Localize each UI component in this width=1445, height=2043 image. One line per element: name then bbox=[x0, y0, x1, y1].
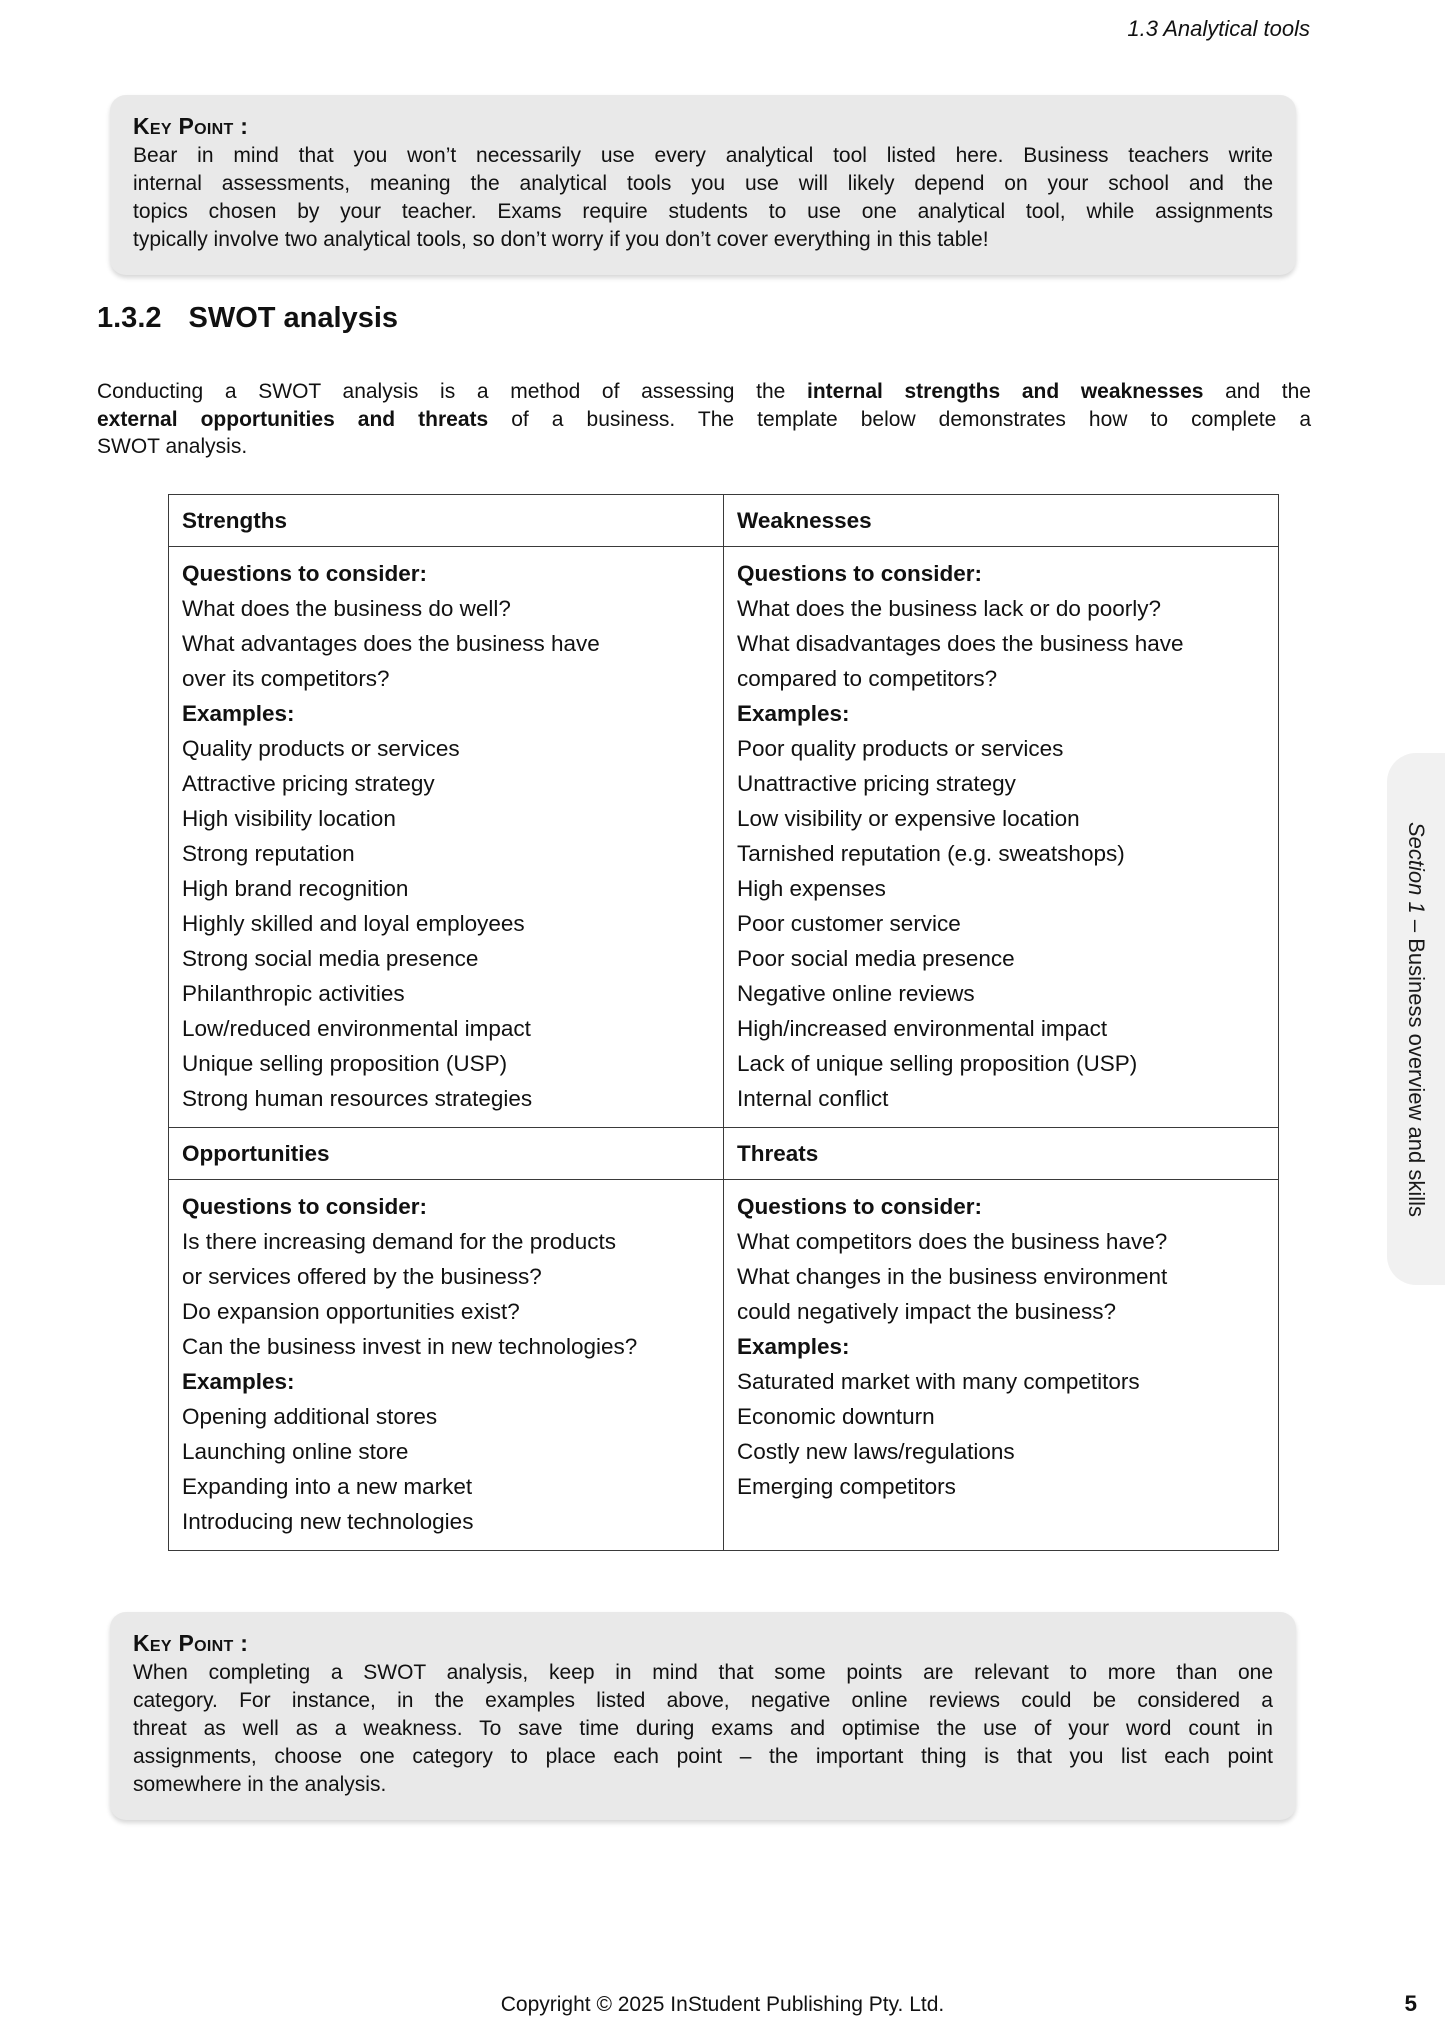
text-segment: category. For instance, in the examples listed above, negative online reviews could be considered a bbox=[133, 1689, 1273, 1712]
text-segment: Philanthropic activities bbox=[182, 981, 405, 1006]
strengths-header: Strengths bbox=[169, 495, 724, 547]
opportunities-cell bbox=[169, 1180, 724, 1551]
text-segment: Tarnished reputation (e.g. sweatshops) bbox=[737, 841, 1125, 866]
intro-paragraph bbox=[97, 378, 1311, 461]
weaknesses-line bbox=[737, 1011, 1266, 1046]
threats-header: Threats bbox=[724, 1128, 1279, 1180]
key-point-box-top bbox=[110, 95, 1296, 275]
key-point-body bbox=[133, 142, 1273, 254]
tab-separator: – bbox=[1404, 913, 1429, 938]
weaknesses-line bbox=[737, 556, 1266, 591]
text-segment: Highly skilled and loyal employees bbox=[182, 911, 525, 936]
opportunities-line bbox=[182, 1189, 711, 1224]
text-segment: Emerging competitors bbox=[737, 1474, 956, 1499]
threats-line bbox=[737, 1259, 1266, 1294]
weaknesses-line bbox=[737, 696, 1266, 731]
key-point-body bbox=[133, 1659, 1273, 1799]
text-segment: and the bbox=[1203, 380, 1311, 403]
text-segment: Poor social media presence bbox=[737, 946, 1015, 971]
text-segment: somewhere in the analysis. bbox=[133, 1773, 387, 1796]
strengths-line bbox=[182, 906, 711, 941]
text-segment: Can the business invest in new technologies? bbox=[182, 1334, 638, 1359]
footer-copyright: Copyright © 2025 InStudent Publishing Pty. Ltd. bbox=[500, 1993, 945, 2016]
strengths-line bbox=[182, 626, 711, 661]
running-header: 1.3 Analytical tools bbox=[1127, 16, 1310, 41]
strengths-line bbox=[182, 941, 711, 976]
text-segment: Strong human resources strategies bbox=[182, 1086, 533, 1111]
threats-line bbox=[737, 1469, 1266, 1504]
strengths-line bbox=[182, 766, 711, 801]
threats-line bbox=[737, 1329, 1266, 1364]
text-segment: SWOT analysis. bbox=[97, 435, 248, 458]
text-segment: When completing a SWOT analysis, keep in mind that some points are relevant to more than one bbox=[133, 1661, 1273, 1684]
strengths-line bbox=[182, 591, 711, 626]
text-segment: What advantages does the business have bbox=[182, 631, 600, 656]
text-segment: High visibility location bbox=[182, 806, 396, 831]
text-segment: internal assessments, meaning the analytical tools you use will likely depend on your school and the bbox=[133, 172, 1273, 195]
key-point-line bbox=[133, 1743, 1273, 1771]
text-segment: Bear in mind that you won’t necessarily use every analytical tool listed here. Business teachers write bbox=[133, 144, 1273, 167]
text-segment: Conducting a SWOT analysis is a method of assessing the bbox=[97, 380, 807, 403]
strengths-line bbox=[182, 731, 711, 766]
opportunities-line bbox=[182, 1504, 711, 1539]
text-segment: internal strengths and weaknesses bbox=[806, 380, 1204, 403]
weaknesses-line bbox=[737, 871, 1266, 906]
text-segment: Lack of unique selling proposition (USP) bbox=[737, 1051, 1138, 1076]
weaknesses-line bbox=[737, 591, 1266, 626]
text-segment: High brand recognition bbox=[182, 876, 409, 901]
swot-table bbox=[168, 494, 1279, 1551]
section-edge-tab bbox=[1387, 753, 1445, 1285]
text-segment: over its competitors? bbox=[182, 666, 390, 691]
weaknesses-line bbox=[737, 1046, 1266, 1081]
text-segment: What does the business lack or do poorly? bbox=[737, 596, 1161, 621]
strengths-line bbox=[182, 976, 711, 1011]
strengths-line bbox=[182, 836, 711, 871]
key-point-line bbox=[133, 142, 1273, 170]
text-segment: external opportunities and threats bbox=[97, 407, 489, 431]
text-segment: threat as well as a weakness. To save time during exams and optimise the use of your word count in bbox=[133, 1717, 1273, 1740]
section-number: 1.3.2 bbox=[97, 302, 162, 334]
opportunities-line bbox=[182, 1294, 711, 1329]
text-segment: Examples: bbox=[182, 701, 295, 726]
threats-line bbox=[737, 1294, 1266, 1329]
text-segment: High expenses bbox=[737, 876, 886, 901]
text-segment: typically involve two analytical tools, so don’t worry if you don’t cover everything in this table! bbox=[133, 228, 989, 251]
text-segment: Questions to consider: bbox=[182, 1194, 428, 1219]
threats-line bbox=[737, 1399, 1266, 1434]
weaknesses-line bbox=[737, 1081, 1266, 1116]
strengths-line bbox=[182, 661, 711, 696]
text-segment: Negative online reviews bbox=[737, 981, 975, 1006]
text-segment: Poor customer service bbox=[737, 911, 961, 936]
weaknesses-line bbox=[737, 906, 1266, 941]
section-heading bbox=[97, 302, 398, 335]
weaknesses-cell bbox=[724, 547, 1279, 1128]
weaknesses-line bbox=[737, 661, 1266, 696]
section-title: SWOT analysis bbox=[188, 302, 399, 334]
threats-cell bbox=[724, 1180, 1279, 1551]
strengths-line bbox=[182, 801, 711, 836]
strengths-cell bbox=[169, 547, 724, 1128]
text-segment: Unique selling proposition (USP) bbox=[182, 1051, 508, 1076]
strengths-line bbox=[182, 871, 711, 906]
opportunities-line bbox=[182, 1434, 711, 1469]
text-segment: Questions to consider: bbox=[737, 1194, 983, 1219]
key-point-line bbox=[133, 1771, 1273, 1799]
text-segment: Is there increasing demand for the products bbox=[182, 1229, 616, 1254]
text-segment: Questions to consider: bbox=[737, 561, 983, 586]
text-segment: Attractive pricing strategy bbox=[182, 771, 435, 796]
weaknesses-line bbox=[737, 766, 1266, 801]
text-segment: Expanding into a new market bbox=[182, 1474, 473, 1499]
text-segment: What changes in the business environment bbox=[737, 1264, 1168, 1289]
page-number: 5 bbox=[1404, 1991, 1417, 2016]
threats-line bbox=[737, 1189, 1266, 1224]
weaknesses-line bbox=[737, 941, 1266, 976]
text-segment: assignments, choose one category to place each point – the important thing is that you list each point bbox=[133, 1745, 1273, 1768]
strengths-line bbox=[182, 1081, 711, 1116]
tab-section-number: Section 1 bbox=[1404, 821, 1429, 914]
text-segment: Low visibility or expensive location bbox=[737, 806, 1080, 831]
text-segment: topics chosen by your teacher. Exams require students to use one analytical tool, while assignments bbox=[133, 200, 1273, 223]
key-point-line bbox=[133, 1659, 1273, 1687]
opportunities-line bbox=[182, 1364, 711, 1399]
text-segment: Strong reputation bbox=[182, 841, 355, 866]
text-segment: What does the business do well? bbox=[182, 596, 511, 621]
text-segment: Low/reduced environmental impact bbox=[182, 1016, 531, 1041]
threats-line bbox=[737, 1364, 1266, 1399]
text-segment: Opening additional stores bbox=[182, 1404, 438, 1429]
opportunities-header: Opportunities bbox=[169, 1128, 724, 1180]
text-segment: Poor quality products or services bbox=[737, 736, 1064, 761]
text-segment: Saturated market with many competitors bbox=[737, 1369, 1140, 1394]
weaknesses-line bbox=[737, 836, 1266, 871]
text-segment: Introducing new technologies bbox=[182, 1509, 474, 1534]
text-segment: Strong social media presence bbox=[182, 946, 479, 971]
intro-line bbox=[97, 406, 1311, 434]
text-segment: Do expansion opportunities exist? bbox=[182, 1299, 520, 1324]
text-segment: Examples: bbox=[737, 1334, 850, 1359]
strengths-line bbox=[182, 1011, 711, 1046]
swot-header-row-2 bbox=[169, 1128, 1279, 1180]
swot-content-row-2 bbox=[169, 1180, 1279, 1551]
text-segment: Costly new laws/regulations bbox=[737, 1439, 1015, 1464]
key-point-line bbox=[133, 170, 1273, 198]
text-segment: What competitors does the business have? bbox=[737, 1229, 1168, 1254]
threats-line bbox=[737, 1434, 1266, 1469]
text-segment: Internal conflict bbox=[737, 1086, 889, 1111]
text-segment: What disadvantages does the business have bbox=[737, 631, 1184, 656]
opportunities-line bbox=[182, 1469, 711, 1504]
key-point-label: Key Point : bbox=[133, 113, 249, 139]
key-point-line bbox=[133, 1715, 1273, 1743]
tab-section-title: Business overview and skills bbox=[1404, 937, 1429, 1217]
text-segment: Economic downturn bbox=[737, 1404, 935, 1429]
intro-line bbox=[97, 433, 1311, 461]
threats-line bbox=[737, 1224, 1266, 1259]
opportunities-line bbox=[182, 1259, 711, 1294]
key-point-line bbox=[133, 198, 1273, 226]
intro-line bbox=[97, 378, 1311, 406]
weaknesses-header: Weaknesses bbox=[724, 495, 1279, 547]
key-point-line bbox=[133, 226, 1273, 254]
text-segment: of a business. The template below demonstrates how to complete a bbox=[488, 407, 1312, 431]
swot-content-row-1 bbox=[169, 547, 1279, 1128]
text-segment: Examples: bbox=[182, 1369, 295, 1394]
text-segment: Launching online store bbox=[182, 1439, 409, 1464]
text-segment: compared to competitors? bbox=[737, 666, 998, 691]
text-segment: could negatively impact the business? bbox=[737, 1299, 1116, 1324]
text-segment: Unattractive pricing strategy bbox=[737, 771, 1016, 796]
text-segment: or services offered by the business? bbox=[182, 1264, 542, 1289]
strengths-line bbox=[182, 556, 711, 591]
text-segment: Quality products or services bbox=[182, 736, 460, 761]
opportunities-line bbox=[182, 1399, 711, 1434]
text-segment: Examples: bbox=[737, 701, 850, 726]
swot-header-row-1 bbox=[169, 495, 1279, 547]
strengths-line bbox=[182, 696, 711, 731]
text-segment: High/increased environmental impact bbox=[737, 1016, 1108, 1041]
strengths-line bbox=[182, 1046, 711, 1081]
weaknesses-line bbox=[737, 976, 1266, 1011]
text-segment: Questions to consider: bbox=[182, 561, 428, 586]
opportunities-line bbox=[182, 1329, 711, 1364]
key-point-line bbox=[133, 1687, 1273, 1715]
weaknesses-line bbox=[737, 731, 1266, 766]
weaknesses-line bbox=[737, 801, 1266, 836]
section-edge-tab-label bbox=[1403, 822, 1429, 1217]
opportunities-line bbox=[182, 1224, 711, 1259]
weaknesses-line bbox=[737, 626, 1266, 661]
key-point-box-bottom bbox=[110, 1612, 1296, 1820]
key-point-label: Key Point : bbox=[133, 1630, 249, 1656]
